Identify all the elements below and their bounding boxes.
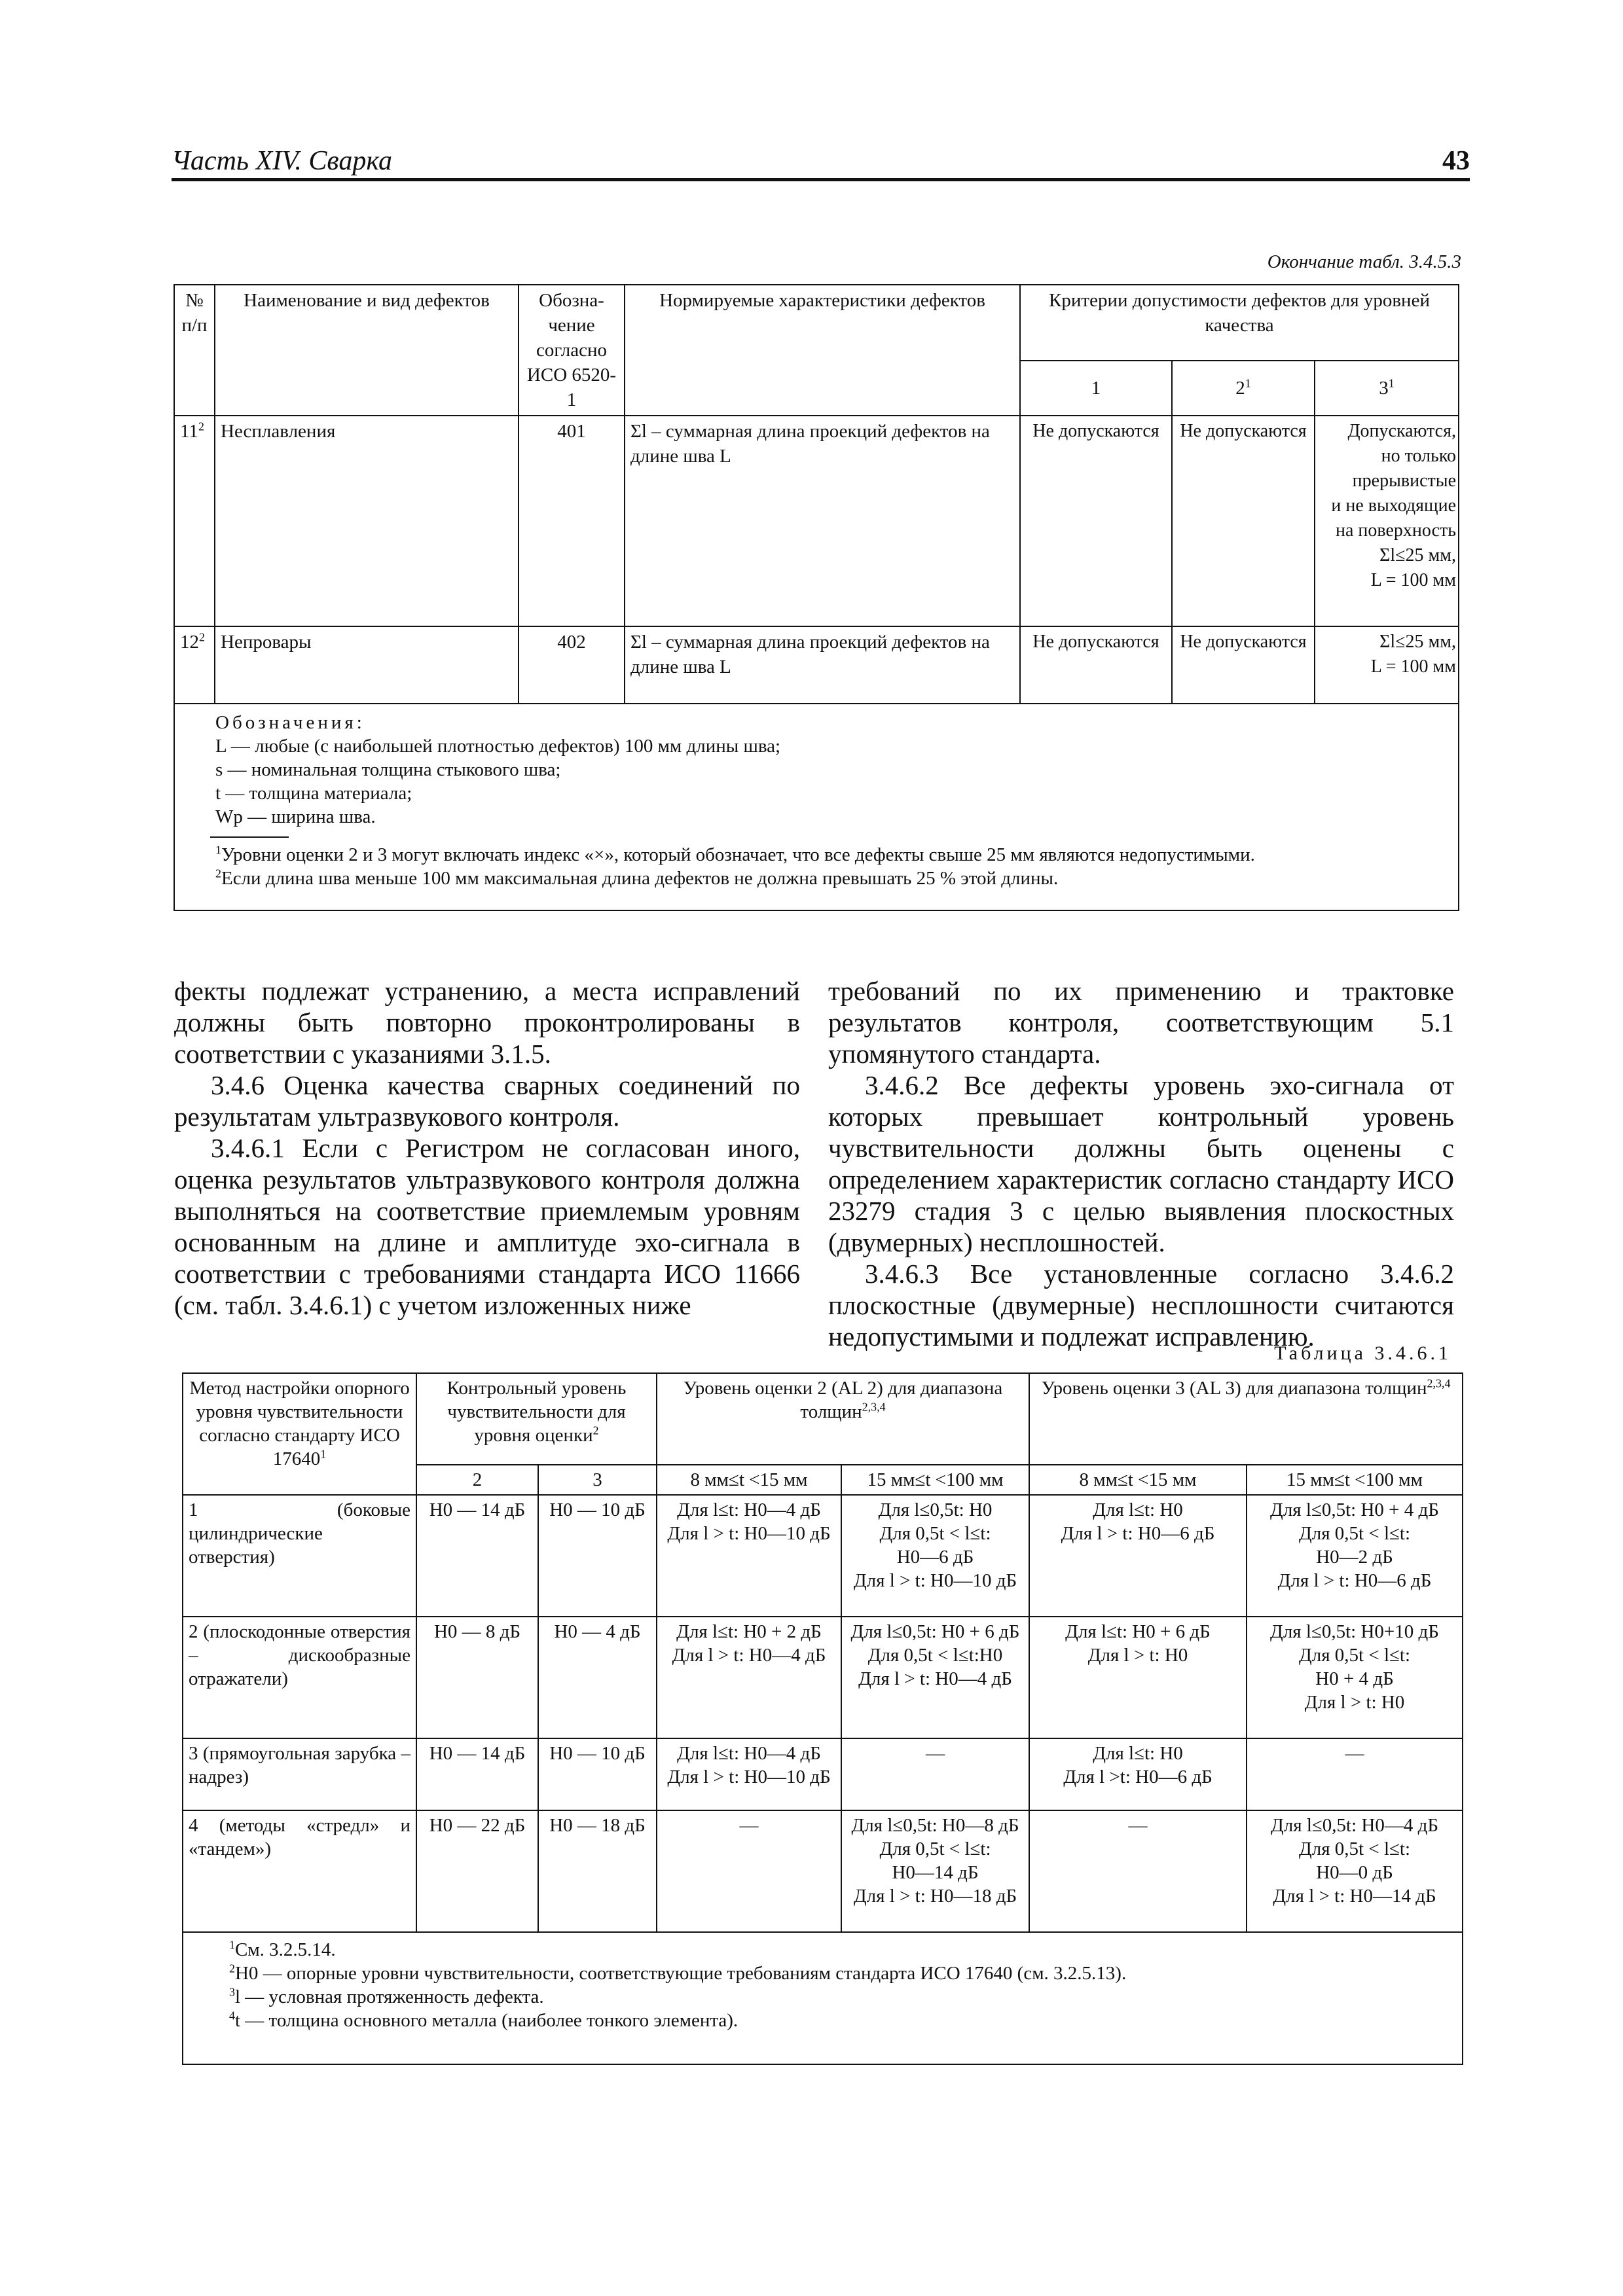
footnote: $^1$См. 3.2.5.14. — [229, 1938, 336, 1960]
header-level-1: 1 — [1020, 361, 1172, 416]
notes-title: Обозначения: — [215, 712, 365, 733]
note-item: s — номинальная толщина стыкового шва; — [215, 759, 561, 780]
body-column-left — [174, 975, 800, 1321]
header-control-2: 2 — [416, 1465, 538, 1495]
footnote: $^3$l — условная протяженность дефекта. — [229, 1985, 544, 2007]
method-cell: 4 (методы «стредл» и «тандем») — [183, 1810, 416, 1932]
header-rule — [172, 178, 1470, 181]
header-name: Наименование и вид дефектов — [215, 285, 519, 416]
ultrasonic-acceptance-table — [182, 1372, 1463, 2065]
control-2-cell: H0 — 14 дБ — [416, 1738, 538, 1810]
table1-notes-row — [174, 704, 1459, 910]
control-3-cell: H0 — 4 дБ — [538, 1617, 657, 1738]
al3-thin-cell: Для l≤t: H0 Для l > t: H0—6 дБ — [1029, 1495, 1247, 1617]
control-3-cell: H0 — 10 дБ — [538, 1495, 657, 1617]
control-3-cell: H0 — 18 дБ — [538, 1810, 657, 1932]
control-2-cell: H0 — 22 дБ — [416, 1810, 538, 1932]
al2-thick-cell: Для l≤0,5t: H0 Для 0,5t < l≤t: H0—6 дБ Для l > t: H0—10 дБ — [841, 1495, 1029, 1617]
header-criteria: Критерии допустимости дефектов для уровней качества — [1020, 285, 1459, 361]
table-row — [183, 1810, 1463, 1932]
footnote: $^1$Уровни оценки 2 и 3 могут включать индекс «×», который обозначает, что все дефекты свыше 25 мм являются недопустимыми. — [215, 843, 1255, 865]
header-range-al3-thin: 8 мм≤t <15 мм — [1029, 1465, 1247, 1495]
page-number: 43 — [1442, 146, 1470, 176]
footnote: $^2$H0 — опорные уровни чувствительности, соответствующие требованиям стандарта ИСО 17640 (см. 3.2.5.13). — [229, 1962, 1127, 1984]
table2-header-row — [183, 1373, 1463, 1465]
table1-notes — [174, 704, 1459, 910]
control-2-cell: H0 — 8 дБ — [416, 1617, 538, 1738]
table2-notes-row — [183, 1932, 1463, 2064]
paragraph: 3.4.6.1 Если с Регистром не согласован иного, оценка результатов ультразвукового контроля должна выполняться на соответствие приемлемым уровням основанным на длине и амплитуде эхо-сигнала в соответствии с требованиями стандарта ИСО 11666 (см. табл. 3.4.6.1) с учетом изложенных ниже — [174, 1133, 800, 1320]
al2-thin-cell: Для l≤t: H0—4 дБ Для l > t: H0—10 дБ — [657, 1495, 841, 1617]
level-3-criterion: Σl≤25 мм, L = 100 мм — [1315, 626, 1459, 704]
al2-thick-cell: — — [841, 1738, 1029, 1810]
defect-name: Несплавления — [215, 416, 519, 626]
paragraph: фекты подлежат устранению, а места исправлений должны быть повторно проконтролированы в соответствии с указаниями 3.1.5. — [174, 976, 800, 1069]
row-num: $11^2$ — [174, 416, 215, 626]
level-3-criterion: Допускаются, но только прерывистые и не выходящие на поверхность Σl≤25 мм, L = 100 мм — [1315, 416, 1459, 626]
body-column-right — [828, 975, 1454, 1352]
footnote: $^4$t — толщина основного металла (наиболее тонкого элемента). — [229, 2009, 739, 2031]
al2-thin-cell: Для l≤t: H0 + 2 дБ Для l > t: H0—4 дБ — [657, 1617, 841, 1738]
level-2-criterion: Не допускаются — [1172, 626, 1315, 704]
al3-thick-cell: Для l≤0,5t: H0+10 дБ Для 0,5t < l≤t: H0 + 4 дБ Для l > t: H0 — [1247, 1617, 1463, 1738]
level-1-criterion: Не допускаются — [1020, 626, 1172, 704]
control-3-cell: H0 — 10 дБ — [538, 1738, 657, 1810]
table-row — [183, 1617, 1463, 1738]
header-range-al2-thick: 15 мм≤t <100 мм — [841, 1465, 1029, 1495]
al3-thin-cell: Для l≤t: H0 Для l >t: H0—6 дБ — [1029, 1738, 1247, 1810]
al2-thick-cell: Для l≤0,5t: H0—8 дБ Для 0,5t < l≤t: H0—14 дБ Для l > t: H0—18 дБ — [841, 1810, 1029, 1932]
paragraph: требований по их применению и трактовке результатов контроля, соответствующим 5.1 упомянутого стандарта. — [828, 976, 1454, 1069]
table1-caption: Окончание табл. 3.4.5.3 — [1267, 251, 1461, 272]
method-cell: 2 (плоскодонные отверстия – дискообразные отражатели) — [183, 1617, 416, 1738]
header-level-2: $2^1$ — [1172, 361, 1315, 416]
header-control-3: 3 — [538, 1465, 657, 1495]
header-range-al3-thick: 15 мм≤t <100 мм — [1247, 1465, 1463, 1495]
note-item: Wp — ширина шва. — [215, 806, 376, 827]
level-2-criterion: Не допускаются — [1172, 416, 1315, 626]
note-item: L — любые (с наибольшей плотностью дефектов) 100 мм длины шва; — [215, 736, 781, 757]
header-level-3: $3^1$ — [1315, 361, 1459, 416]
al2-thin-cell: Для l≤t: H0—4 дБ Для l > t: H0—10 дБ — [657, 1738, 841, 1810]
header-control-level: Контрольный уровень чувствительности для уровня оценки$^2$ — [416, 1373, 657, 1465]
footnote-rule — [210, 836, 289, 838]
level-1-criterion: Не допускаются — [1020, 416, 1172, 626]
al3-thick-cell: Для l≤0,5t: H0—4 дБ Для 0,5t < l≤t: H0—0 дБ Для l > t: H0—14 дБ — [1247, 1810, 1463, 1932]
al3-thick-cell: Для l≤0,5t: H0 + 4 дБ Для 0,5t < l≤t: H0—2 дБ Для l > t: H0—6 дБ — [1247, 1495, 1463, 1617]
table2-footnotes — [183, 1932, 1463, 2064]
table-row — [174, 416, 1459, 626]
al3-thin-cell: Для l≤t: H0 + 6 дБ Для l > t: H0 — [1029, 1617, 1247, 1738]
paragraph: 3.4.6.3 Все установленные согласно 3.4.6.2 плоскостные (двумерные) несплошности считаются недопустимыми и подлежат исправлению. — [828, 1259, 1454, 1352]
table1-header-row — [174, 285, 1459, 361]
footnote: $^2$Если длина шва меньше 100 мм максимальная длина дефектов не должна превышать 25 % этой длины. — [215, 867, 1059, 889]
header-code: Обозна- чение согласно ИСО 6520-1 — [519, 285, 625, 416]
method-cell: 1 (боковые цилиндрические отверстия) — [183, 1495, 416, 1617]
header-range-al2-thin: 8 мм≤t <15 мм — [657, 1465, 841, 1495]
defect-code: 402 — [519, 626, 625, 704]
control-2-cell: H0 — 14 дБ — [416, 1495, 538, 1617]
method-cell: 3 (прямоугольная зарубка – надрез) — [183, 1738, 416, 1810]
defect-characteristics: Σl – суммарная длина проекций дефектов на длине шва L — [625, 416, 1020, 626]
al2-thick-cell: Для l≤0,5t: H0 + 6 дБ Для 0,5t < l≤t:H0 Для l > t: H0—4 дБ — [841, 1617, 1029, 1738]
table-row — [174, 626, 1459, 704]
header-title: Часть XIV. Сварка — [172, 146, 392, 176]
note-item: t — толщина материала; — [215, 783, 412, 804]
header-al2: Уровень оценки 2 (AL 2) для диапазона толщин$^{2,3,4}$ — [657, 1373, 1029, 1465]
defects-table — [173, 284, 1459, 911]
defect-name: Непровары — [215, 626, 519, 704]
page-header — [172, 145, 1470, 179]
header-method: Метод настройки опорного уровня чувствительности согласно стандарту ИСО 17640$^1$ — [183, 1373, 416, 1495]
al2-thin-cell: — — [657, 1810, 841, 1932]
header-characteristics: Нормируемые характеристики дефектов — [625, 285, 1020, 416]
table2-caption: Таблица 3.4.6.1 — [1274, 1342, 1451, 1364]
section-heading: 3.4.6 Оценка качества сварных соединений по результатам ультразвукового контроля. — [174, 1070, 800, 1132]
al3-thin-cell: — — [1029, 1810, 1247, 1932]
defect-characteristics: Σl – суммарная длина проекций дефектов на длине шва L — [625, 626, 1020, 704]
header-num: № п/п — [174, 285, 215, 416]
defect-code: 401 — [519, 416, 625, 626]
header-al3: Уровень оценки 3 (AL 3) для диапазона толщин$^{2,3,4}$ — [1029, 1373, 1463, 1465]
table-row — [183, 1738, 1463, 1810]
paragraph: 3.4.6.2 Все дефекты уровень эхо-сигнала от которых превышает контрольный уровень чувствительности должны быть оценены с определением характеристик согласно стандарту ИСО 23279 стадия 3 с целью выявления плоскостных (двумерных) несплошностей. — [828, 1070, 1454, 1257]
row-num: $12^2$ — [174, 626, 215, 704]
table-row — [183, 1495, 1463, 1617]
al3-thick-cell: — — [1247, 1738, 1463, 1810]
